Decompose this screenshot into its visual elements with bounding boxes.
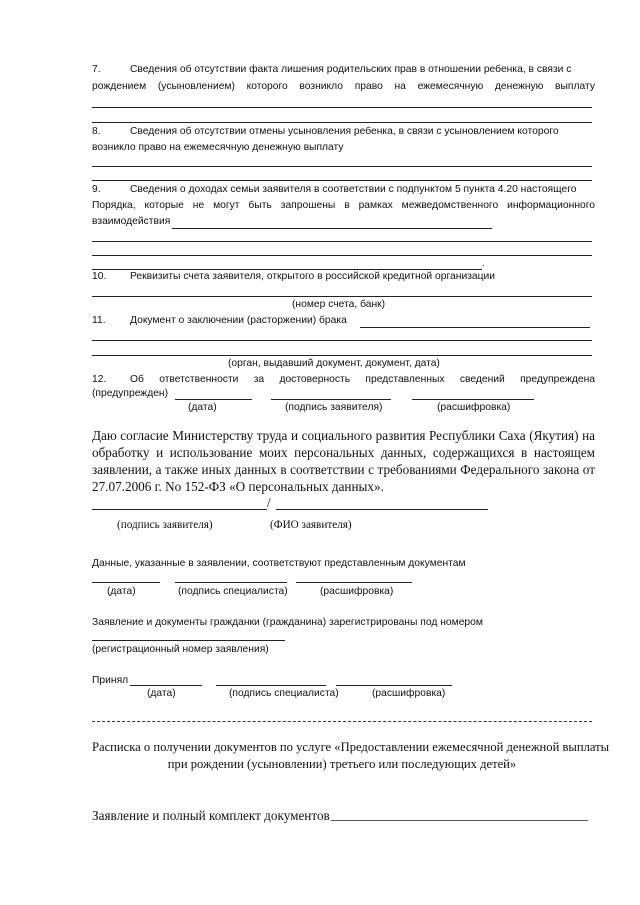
registered-text: Заявление и документы гражданки (гражданина) зарегистрированы под номером	[92, 617, 483, 628]
item-9-fill-line[interactable]	[172, 228, 492, 229]
item-12-text-line2: (предупрежден)	[92, 388, 169, 399]
item-7-number: 7.	[92, 64, 101, 75]
receipt-fill-line[interactable]	[331, 820, 588, 821]
item-7-fill-line[interactable]	[92, 107, 592, 108]
item-9-text-line1: Сведения о доходах семьи заявителя в соответствии с подпунктом 5 пункта 4.20 настоящего	[130, 184, 577, 195]
item-9-number: 9.	[92, 184, 101, 195]
accepted-sign-line[interactable]	[216, 685, 326, 686]
item-11-caption: (орган, выдавший документ, документ, дата)	[228, 358, 440, 369]
consent-sign-line[interactable]	[92, 509, 267, 510]
accepted-label: Принял	[92, 675, 129, 686]
item-8-text-line1: Сведения об отсутствии отмены усыновления ребенка, в связи с усыновлением которого	[130, 126, 559, 137]
item-12-decode-line[interactable]	[412, 399, 534, 400]
item-8-fill-line[interactable]	[92, 180, 592, 181]
item-9-fill-line[interactable]	[92, 241, 592, 242]
registered-caption: (регистрационный номер заявления)	[92, 644, 269, 655]
accepted-decode-line[interactable]	[336, 685, 452, 686]
item-12-date-line[interactable]	[175, 399, 252, 400]
item-9-fill-line[interactable]	[92, 269, 482, 270]
consent-text-line4: 27.07.2006 г. No 152-ФЗ «О персональных данных».	[92, 479, 384, 494]
consent-slash: /	[267, 495, 271, 510]
item-9-text-line2: Порядка, которые не могут быть запрошены в рамках межведомственного информационного	[92, 200, 595, 211]
consent-text-line3: заявлении, а также иных данных в соответствии с требованиями Федерального закона от	[92, 462, 595, 477]
consent-text-line2: обработку и использование моих персональных данных, содержащихся в настоящем	[92, 445, 595, 460]
consent-fio-line[interactable]	[276, 509, 488, 510]
item-12-caption-sign: (подпись заявителя)	[285, 402, 383, 413]
item-12-text-line1: Об ответственности за достоверность представленных сведений предупреждена	[130, 374, 595, 385]
consent-caption-sign: (подпись заявителя)	[117, 519, 213, 531]
item-11-fill-line[interactable]	[92, 340, 592, 341]
item-11-text: Документ о заключении (расторжении) брака	[130, 315, 347, 326]
item-12-caption-date: (дата)	[188, 402, 217, 413]
accepted-caption-decode: (расшифровка)	[372, 688, 446, 699]
registered-number-line[interactable]	[92, 640, 285, 641]
consent-caption-fio: (ФИО заявителя)	[270, 519, 352, 531]
receipt-title-line1: Расписка о получении документов по услуге «Предоставлении ежемесячной денежной выплаты	[92, 740, 610, 754]
item-12-number: 12.	[92, 374, 107, 385]
verify-text: Данные, указанные в заявлении, соответствуют представленным документам	[92, 558, 466, 569]
accepted-caption-sign: (подпись специалиста)	[229, 688, 339, 699]
item-8-fill-line[interactable]	[92, 166, 592, 167]
verify-sign-line[interactable]	[175, 582, 287, 583]
item-12-caption-decode: (расшифровка)	[437, 402, 511, 413]
item-10-text: Реквизиты счета заявителя, открытого в российской кредитной организации	[130, 271, 496, 282]
item-11-fill-line[interactable]	[92, 355, 592, 356]
cut-line-divider	[92, 721, 592, 722]
verify-decode-line[interactable]	[296, 582, 412, 583]
item-8-text-line2: возникло право на ежемесячную денежную выплату	[92, 142, 344, 153]
accepted-caption-date: (дата)	[147, 688, 176, 699]
consent-text-line1: Даю согласие Министерству труда и социального развития Республики Саха (Якутия) на	[92, 428, 595, 443]
item-7-fill-line[interactable]	[92, 122, 592, 123]
verify-date-line[interactable]	[92, 582, 160, 583]
item-10-caption: (номер счета, банк)	[292, 299, 386, 310]
item-11-fill-line[interactable]	[360, 327, 590, 328]
accepted-date-line[interactable]	[130, 685, 202, 686]
item-9-end-mark: .	[482, 258, 485, 269]
verify-caption-sign: (подпись специалиста)	[178, 586, 288, 597]
receipt-line-label: Заявление и полный комплект документов	[92, 808, 330, 823]
item-12-sign-line[interactable]	[271, 399, 391, 400]
item-10-fill-line[interactable]	[92, 296, 592, 297]
item-9-fill-line[interactable]	[92, 255, 592, 256]
item-9-text-line3: взаимодействия	[92, 216, 171, 227]
item-7-text-line2: рождением (усыновлением) которого возникло право на ежемесячную денежную выплату	[92, 81, 595, 92]
item-8-number: 8.	[92, 126, 101, 137]
verify-caption-date: (дата)	[107, 586, 136, 597]
item-11-number: 11.	[92, 315, 106, 326]
receipt-title-line2: при рождении (усыновлении) третьего или последующих детей»	[167, 757, 517, 771]
item-10-number: 10.	[92, 271, 107, 282]
item-7-text-line1: Сведения об отсутствии факта лишения родительских прав в отношении ребенка, в связи с	[130, 64, 572, 75]
verify-caption-decode: (расшифровка)	[320, 586, 394, 597]
